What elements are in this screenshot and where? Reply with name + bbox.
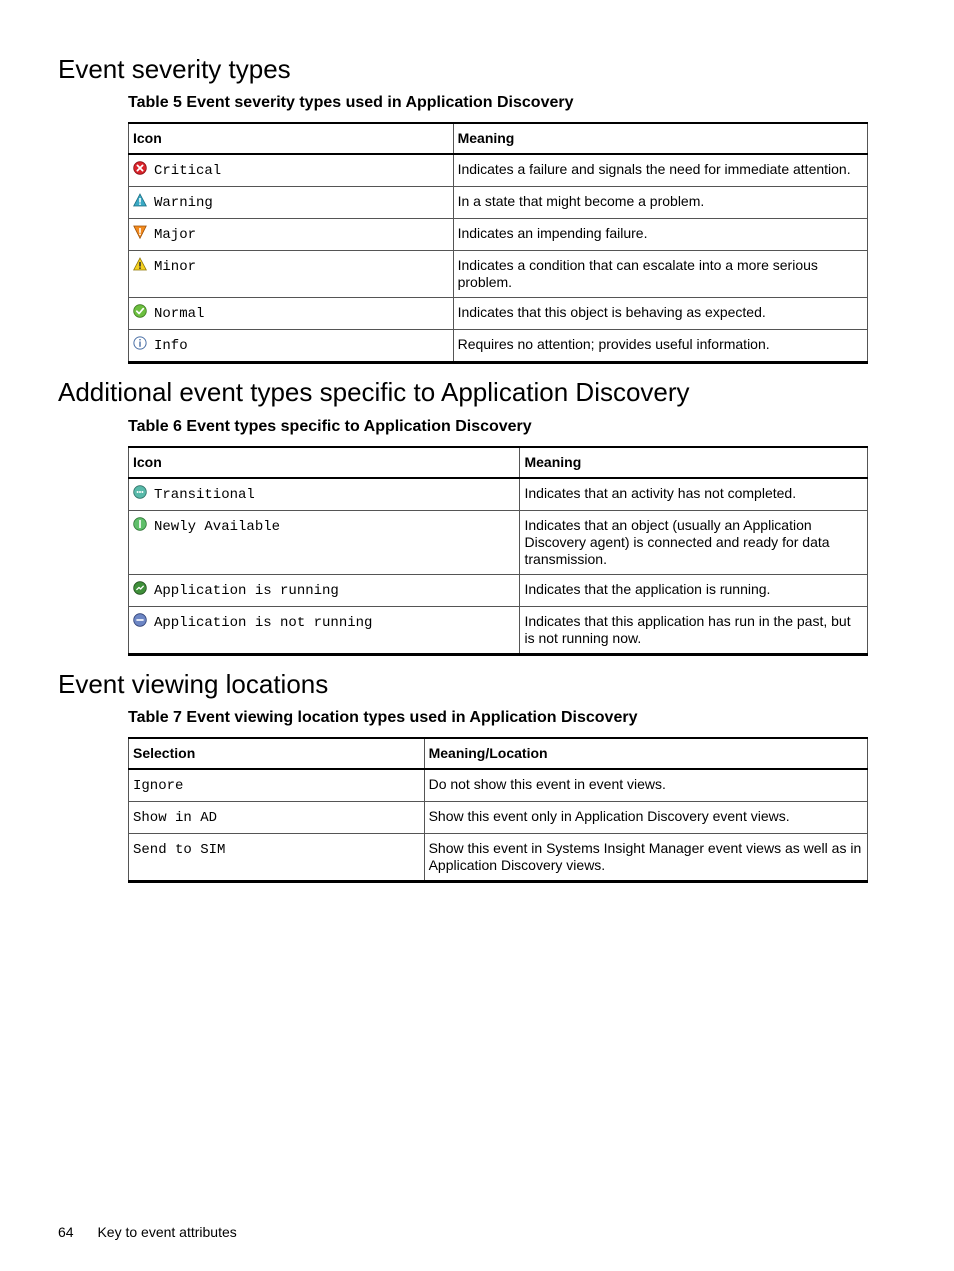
major-icon	[133, 225, 147, 239]
severity-label: Warning	[154, 195, 213, 211]
app-running-icon	[133, 581, 147, 595]
severity-label: Info	[154, 338, 188, 354]
event-type-label: Application is running	[154, 583, 339, 599]
event-type-meaning: Indicates that an activity has not completed.	[520, 478, 868, 511]
info-icon	[133, 336, 147, 350]
critical-icon	[133, 161, 147, 175]
event-type-meaning: Indicates that the application is running.	[520, 575, 868, 607]
chapter-title: Key to event attributes	[97, 1224, 237, 1240]
table7-header-selection: Selection	[129, 738, 425, 769]
event-type-label: Newly Available	[154, 519, 281, 535]
table-row	[129, 187, 868, 219]
minor-icon	[133, 257, 147, 271]
table6-caption: Table 6 Event types specific to Application Discovery	[128, 418, 532, 435]
table5-caption: Table 5 Event severity types used in Application Discovery	[128, 94, 574, 111]
table6-header-row	[129, 447, 868, 478]
table-row	[129, 154, 868, 187]
table-row	[129, 298, 868, 330]
table-row	[129, 251, 868, 298]
table-row	[129, 834, 868, 882]
severity-meaning: In a state that might become a problem.	[453, 187, 867, 219]
page-number: 64	[58, 1224, 74, 1240]
selection-value: Show in AD	[133, 810, 218, 826]
page-footer	[58, 1223, 237, 1241]
transitional-icon	[133, 485, 147, 499]
heading-event-severity-types: Event severity types	[58, 54, 291, 84]
table-row	[129, 802, 868, 834]
heading-event-viewing-locations: Event viewing locations	[58, 669, 329, 699]
table6-event-types	[128, 446, 868, 656]
event-type-meaning: Indicates that an object (usually an Application Discovery agent) is connected and ready for data transmission.	[520, 511, 868, 575]
event-type-label: Application is not running	[154, 615, 373, 631]
table7-caption: Table 7 Event viewing location types used in Application Discovery	[128, 709, 638, 726]
severity-meaning: Requires no attention; provides useful information.	[453, 330, 867, 363]
event-type-meaning: Indicates that this application has run in the past, but is not running now.	[520, 607, 868, 655]
table6-header-meaning: Meaning	[520, 447, 868, 478]
severity-label: Minor	[154, 259, 197, 275]
normal-icon	[133, 304, 147, 318]
selection-meaning: Do not show this event in event views.	[424, 769, 867, 802]
table6-header-icon: Icon	[129, 447, 520, 478]
selection-meaning: Show this event in Systems Insight Manager event views as well as in Application Discovery views.	[424, 834, 867, 882]
severity-meaning: Indicates a condition that can escalate into a more serious problem.	[453, 251, 867, 298]
newly-available-icon	[133, 517, 147, 531]
table-row	[129, 769, 868, 802]
table5-header-meaning: Meaning	[453, 123, 867, 154]
selection-meaning: Show this event only in Application Discovery event views.	[424, 802, 867, 834]
severity-meaning: Indicates a failure and signals the need for immediate attention.	[453, 154, 867, 187]
table-row	[129, 219, 868, 251]
table-row	[129, 607, 868, 655]
table7-header-meaning: Meaning/Location	[424, 738, 867, 769]
table5-severity-types	[128, 122, 868, 364]
severity-meaning: Indicates that this object is behaving as expected.	[453, 298, 867, 330]
table-row	[129, 478, 868, 511]
table5-header-icon: Icon	[129, 123, 454, 154]
table-row	[129, 330, 868, 363]
severity-label: Major	[154, 227, 197, 243]
table-row	[129, 575, 868, 607]
warning-icon	[133, 193, 147, 207]
selection-value: Send to SIM	[133, 842, 226, 858]
table5-header-row	[129, 123, 868, 154]
severity-label: Normal	[154, 306, 205, 322]
app-not-running-icon	[133, 613, 147, 627]
table-row	[129, 511, 868, 575]
event-type-label: Transitional	[154, 487, 255, 503]
table7-viewing-locations	[128, 737, 868, 883]
heading-additional-event-types: Additional event types specific to Application Discovery	[58, 377, 690, 407]
selection-value: Ignore	[133, 778, 184, 794]
severity-meaning: Indicates an impending failure.	[453, 219, 867, 251]
severity-label: Critical	[154, 163, 222, 179]
table7-header-row	[129, 738, 868, 769]
